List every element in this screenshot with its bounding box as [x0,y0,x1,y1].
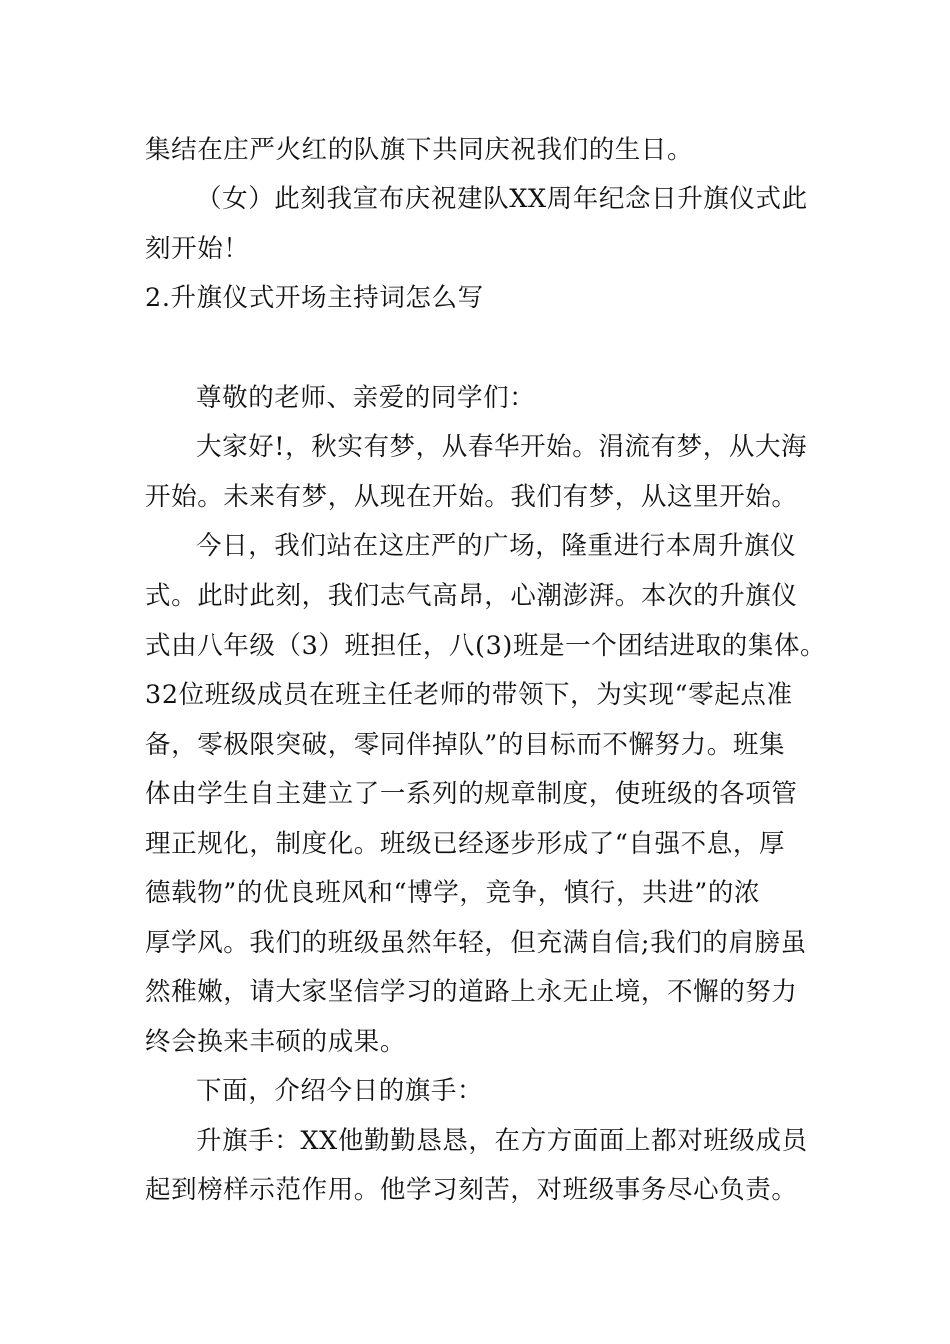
text-line: 德载物”的优良班风和“博学，竞争，慎行，共进”的浓 [145,878,761,908]
text-line: 今日，我们站在这庄严的广场，隆重进行本周升旗仪 [196,531,797,561]
text-line: 大家好!，秋实有梦，从春华开始。涓流有梦，从大海 [196,432,808,462]
text-line: 终会换来丰硕的成果。 [145,1027,407,1057]
text-line: 式由八年级（3）班担任，八(3)班是一个团结进取的集体。 [145,631,827,661]
text-line: 起到榜样示范作用。他学习刻苦，对班级事务尽心负责。 [145,1175,798,1205]
text-line: 尊敬的老师、亲爱的同学们： [196,383,536,413]
text-line: 然稚嫩，请大家坚信学习的道路上永无止境，不懈的努力 [145,977,798,1007]
text-line: 备，零极限突破，零同伴掉队”的目标而不懈努力。班集 [145,730,786,760]
text-line: 集结在庄严火红的队旗下共同庆祝我们的生日。 [145,135,694,165]
text-line: 式。此时此刻，我们志气高昂，心潮澎湃。本次的升旗仪 [145,581,798,611]
text-line: 理正规化，制度化。班级已经逐步形成了“自强不息，厚 [145,829,786,859]
text-line: 刻开始！ [145,234,250,264]
text-line: 厚学风。我们的班级虽然年轻，但充满自信;我们的肩膀虽 [145,928,807,958]
text-line: 升旗手：XX他勤勤恳恳，在方方面面上都对班级成员 [196,1126,808,1156]
text-line: （女）此刻我宣布庆祝建队XX周年纪念日升旗仪式此 [196,184,808,214]
text-line: 开始。未来有梦，从现在开始。我们有梦，从这里开始。 [145,482,798,512]
section-heading: 2.升旗仪式开场主持词怎么写 [145,283,484,313]
text-line: 体由学生自主建立了一系列的规章制度，使班级的各项管 [145,779,798,809]
text-line: 下面，介绍今日的旗手： [196,1076,484,1106]
text-line: 32位班级成员在班主任老师的带领下，为实现“零起点准 [145,680,793,710]
